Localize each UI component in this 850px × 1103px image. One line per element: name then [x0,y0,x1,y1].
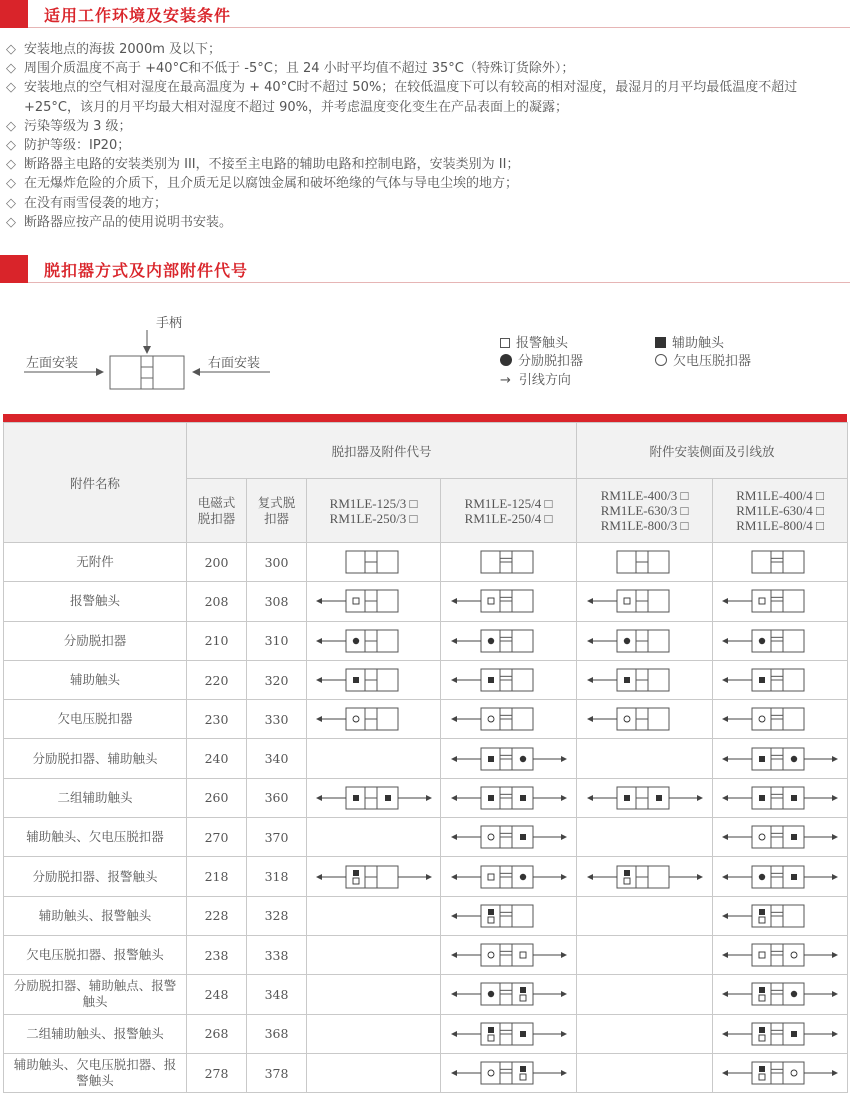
breaker-symbol-icon [314,863,434,891]
condition-item: ◇ 断路器应按产品的使用说明书安装。 [6,213,846,232]
table-body [4,543,848,1093]
accessory-name-cell: 辅助触头、报警触头 [4,896,187,935]
em-code-cell: 268 [187,1014,247,1053]
condition-item: ◇ 在无爆炸危险的介质下，且介质无足以腐蚀金属和破坏绝缘的气体与导电尘埃的地方； [6,174,846,193]
accessory-name-cell: 分励脱扣器、辅助触头 [4,739,187,778]
accessory-name-cell: 欠电压脱扣器、报警触头 [4,935,187,974]
compound-code-cell: 318 [247,857,307,896]
symbol-cell [713,621,848,660]
symbol-cell [441,543,577,582]
condition-item: ◇ 断路器主电路的安装类别为 III，不接至主电路的辅助电路和控制电路，安装类别为 II； [6,155,846,174]
header-model-col-3: RM1LE-400/3 □ RM1LE-630/3 □ RM1LE-800/3 □ [577,479,713,543]
diamond-bullet-icon: ◇ [6,157,16,173]
breaker-symbol-icon [449,705,569,733]
symbol-cell [713,818,848,857]
header-compound-release: 复式脱扣器 [247,479,307,543]
em-code-cell: 248 [187,975,247,1014]
table-row [4,660,848,699]
condition-item: ◇ 污染等级为 3 级； [6,117,846,136]
header-model-col-2: RM1LE-125/4 □ RM1LE-250/4 □ [441,479,577,543]
breaker-symbol-icon [314,548,434,576]
table-row [4,621,848,660]
accessory-name-cell: 二组辅助触头、报警触头 [4,1014,187,1053]
legend-alarm: 报警触头 [500,332,568,351]
breaker-symbol-icon [314,705,434,733]
table-top-bar [3,414,847,422]
symbol-cell [577,896,713,935]
em-code-cell: 240 [187,739,247,778]
header-model-col-1: RM1LE-125/3 □ RM1LE-250/3 □ [307,479,441,543]
accessory-name-cell: 分励脱扣器、辅助触点、报警触头 [4,975,187,1014]
symbol-cell [713,660,848,699]
symbol-cell [577,582,713,621]
accessory-name-cell: 无附件 [4,543,187,582]
symbol-cell [441,1014,577,1053]
table-row [4,700,848,739]
header-install-side: 附件安装侧面及引线放 [577,423,848,479]
breaker-symbol-icon [449,1020,569,1048]
table-row [4,778,848,817]
symbol-cell [441,700,577,739]
symbol-cell [577,778,713,817]
breaker-symbol-icon [585,784,705,812]
symbol-cell [307,857,441,896]
em-code-cell: 208 [187,582,247,621]
symbol-cell [307,1053,441,1092]
breaker-symbol-icon [449,902,569,930]
compound-code-cell: 300 [247,543,307,582]
symbol-cell [307,778,441,817]
symbol-cell [441,935,577,974]
symbol-cell [577,1014,713,1053]
breaker-symbol-icon [720,1020,840,1048]
breaker-symbol-icon [449,980,569,1008]
condition-item: ◇ 安装地点的空气相对湿度在最高温度为 + 40°C时不超过 50%；在较低温度下可以有较高的相对湿度，最湿月的月平均最低温度不超过 [6,78,846,97]
breaker-symbol-icon [585,863,705,891]
compound-code-cell: 328 [247,896,307,935]
symbol-cell [441,818,577,857]
table-row [4,1014,848,1053]
breaker-symbol-icon [449,666,569,694]
table-row [4,935,848,974]
hollow-square-icon [500,338,510,348]
breaker-symbol-icon [585,548,705,576]
accessory-name-cell: 辅助触头、欠电压脱扣器 [4,818,187,857]
symbol-cell [441,975,577,1014]
diamond-bullet-icon: ◇ [6,138,16,154]
em-code-cell: 278 [187,1053,247,1092]
diamond-bullet-icon: ◇ [6,118,16,134]
breaker-symbol-icon [449,627,569,655]
header-accessory-name: 附件名称 [4,423,187,543]
symbol-cell [577,621,713,660]
breaker-symbol-icon [720,784,840,812]
accessory-name-cell: 分励脱扣器、报警触头 [4,857,187,896]
breaker-symbol-icon [720,823,840,851]
symbol-cell [307,818,441,857]
em-code-cell: 228 [187,896,247,935]
accessory-name-cell: 辅助触头 [4,660,187,699]
diamond-bullet-icon: ◇ [6,195,16,211]
compound-code-cell: 310 [247,621,307,660]
breaker-symbol-icon [585,587,705,615]
symbol-cell [441,778,577,817]
symbol-cell [713,739,848,778]
diamond-bullet-icon: ◇ [6,80,16,96]
symbol-cell [577,543,713,582]
symbol-cell [713,896,848,935]
filled-circle-icon [500,354,512,366]
symbol-cell [577,818,713,857]
table-row [4,739,848,778]
compound-code-cell: 378 [247,1053,307,1092]
symbol-cell [441,582,577,621]
compound-code-cell: 370 [247,818,307,857]
symbol-cell [307,621,441,660]
header-em-release: 电磁式脱扣器 [187,479,247,543]
breaker-symbol-icon [720,745,840,773]
table-row [4,896,848,935]
breaker-symbol-icon [585,666,705,694]
breaker-symbol-icon [449,863,569,891]
section-header-conditions [0,0,850,28]
symbol-cell [441,857,577,896]
em-code-cell: 220 [187,660,247,699]
symbol-cell [307,543,441,582]
conditions-list [6,40,846,232]
compound-code-cell: 330 [247,700,307,739]
breaker-symbol-icon [449,587,569,615]
condition-item: ◇ 防护等级：IP20； [6,136,846,155]
section-title: 适用工作环境及安装条件 [44,6,232,25]
em-code-cell: 270 [187,818,247,857]
breaker-symbol-icon [720,666,840,694]
symbol-cell [713,582,848,621]
section-marker [0,0,28,28]
condition-item: ◇ 安装地点的海拔 2000m 及以下； [6,40,846,59]
symbol-cell [441,896,577,935]
symbol-cell [713,857,848,896]
compound-code-cell: 320 [247,660,307,699]
hollow-circle-icon [655,354,667,366]
condition-item: ◇ 在没有雨雪侵袭的地方； [6,194,846,213]
accessory-name-cell: 报警触头 [4,582,187,621]
symbol-cell [307,660,441,699]
accessory-name-cell: 分励脱扣器 [4,621,187,660]
symbol-cell [713,935,848,974]
breaker-symbol-icon [314,587,434,615]
breaker-symbol-icon [314,627,434,655]
breaker-symbol-icon [314,784,434,812]
breaker-symbol-icon [720,941,840,969]
compound-code-cell: 348 [247,975,307,1014]
symbol-cell [577,660,713,699]
breaker-symbol-icon [720,587,840,615]
em-code-cell: 200 [187,543,247,582]
accessory-name-cell: 辅助触头、欠电压脱扣器、报警触头 [4,1053,187,1092]
symbol-cell [577,857,713,896]
breaker-symbol-icon [720,548,840,576]
breaker-outline-diagram [0,300,300,400]
condition-item-continued: +25°C，该月的月平均最大相对湿度不超过 90%，并考虑温度变化变生在产品表面上的凝露； [24,99,569,115]
table-row [4,582,848,621]
accessory-code-table-wrapper [3,414,847,1093]
symbol-cell [713,1014,848,1053]
breaker-symbol-icon [720,902,840,930]
compound-code-cell: 338 [247,935,307,974]
symbol-cell [307,935,441,974]
symbol-cell [441,660,577,699]
handle-label: 手柄 [156,316,183,331]
breaker-symbol-icon [314,666,434,694]
breaker-symbol-icon [449,823,569,851]
breaker-symbol-icon [449,941,569,969]
accessory-code-table [3,422,848,1093]
section-title: 脱扣器方式及内部附件代号 [44,261,249,280]
breaker-symbol-icon [720,980,840,1008]
legend-under: 欠电压脱扣器 [655,350,751,369]
symbol-cell [307,582,441,621]
symbol-cell [577,700,713,739]
symbol-cell [307,975,441,1014]
left-install-label: 左面安装 [26,356,79,371]
diamond-bullet-icon: ◇ [6,176,16,192]
symbol-cell [577,975,713,1014]
symbol-cell [441,621,577,660]
compound-code-cell: 368 [247,1014,307,1053]
symbol-cell [441,739,577,778]
symbol-cell [577,935,713,974]
compound-code-cell: 360 [247,778,307,817]
legend-shunt: 分励脱扣器 [500,350,583,369]
diamond-bullet-icon: ◇ [6,42,16,57]
legend-lead: → 引线方向 [500,373,571,388]
compound-code-cell: 340 [247,739,307,778]
breaker-symbol-icon [585,705,705,733]
breaker-symbol-icon [585,627,705,655]
section-header-accessories [0,255,850,283]
table-row [4,543,848,582]
breaker-symbol-icon [449,1059,569,1087]
legend-aux: 辅助触头 [655,332,724,351]
breaker-symbol-icon [720,863,840,891]
symbol-cell [307,1014,441,1053]
header-code: 脱扣器及附件代号 [187,423,577,479]
symbol-cell [713,1053,848,1092]
table-row [4,818,848,857]
breaker-symbol-icon [449,548,569,576]
compound-code-cell: 308 [247,582,307,621]
accessory-name-cell: 二组辅助触头 [4,778,187,817]
table-row [4,975,848,1014]
accessory-name-cell: 欠电压脱扣器 [4,700,187,739]
symbol-cell [307,896,441,935]
em-code-cell: 230 [187,700,247,739]
condition-item: ◇ 周围介质温度不高于 +40°C和不低于 -5°C；且 24 小时平均值不超过 35°C（特殊订货除外）； [6,59,846,78]
symbol-cell [307,700,441,739]
breaker-symbol-icon [449,784,569,812]
symbol-cell [307,739,441,778]
section-marker [0,255,28,283]
symbol-cell [713,778,848,817]
diamond-bullet-icon: ◇ [6,214,16,230]
breaker-symbol-icon [720,705,840,733]
arrow-right-icon: → [500,373,511,388]
breaker-symbol-icon [449,745,569,773]
diamond-bullet-icon: ◇ [6,61,16,77]
symbol-cell [713,700,848,739]
symbol-cell [577,739,713,778]
symbol-cell [713,543,848,582]
right-install-label: 右面安装 [208,356,261,371]
header-model-col-4: RM1LE-400/4 □ RM1LE-630/4 □ RM1LE-800/4 □ [713,479,848,543]
filled-square-icon [655,337,666,348]
em-code-cell: 260 [187,778,247,817]
table-row [4,1053,848,1092]
breaker-symbol-icon [720,1059,840,1087]
symbol-cell [577,1053,713,1092]
symbol-cell [713,975,848,1014]
symbol-cell [441,1053,577,1092]
breaker-symbol-icon [720,627,840,655]
em-code-cell: 218 [187,857,247,896]
em-code-cell: 210 [187,621,247,660]
table-row [4,857,848,896]
em-code-cell: 238 [187,935,247,974]
